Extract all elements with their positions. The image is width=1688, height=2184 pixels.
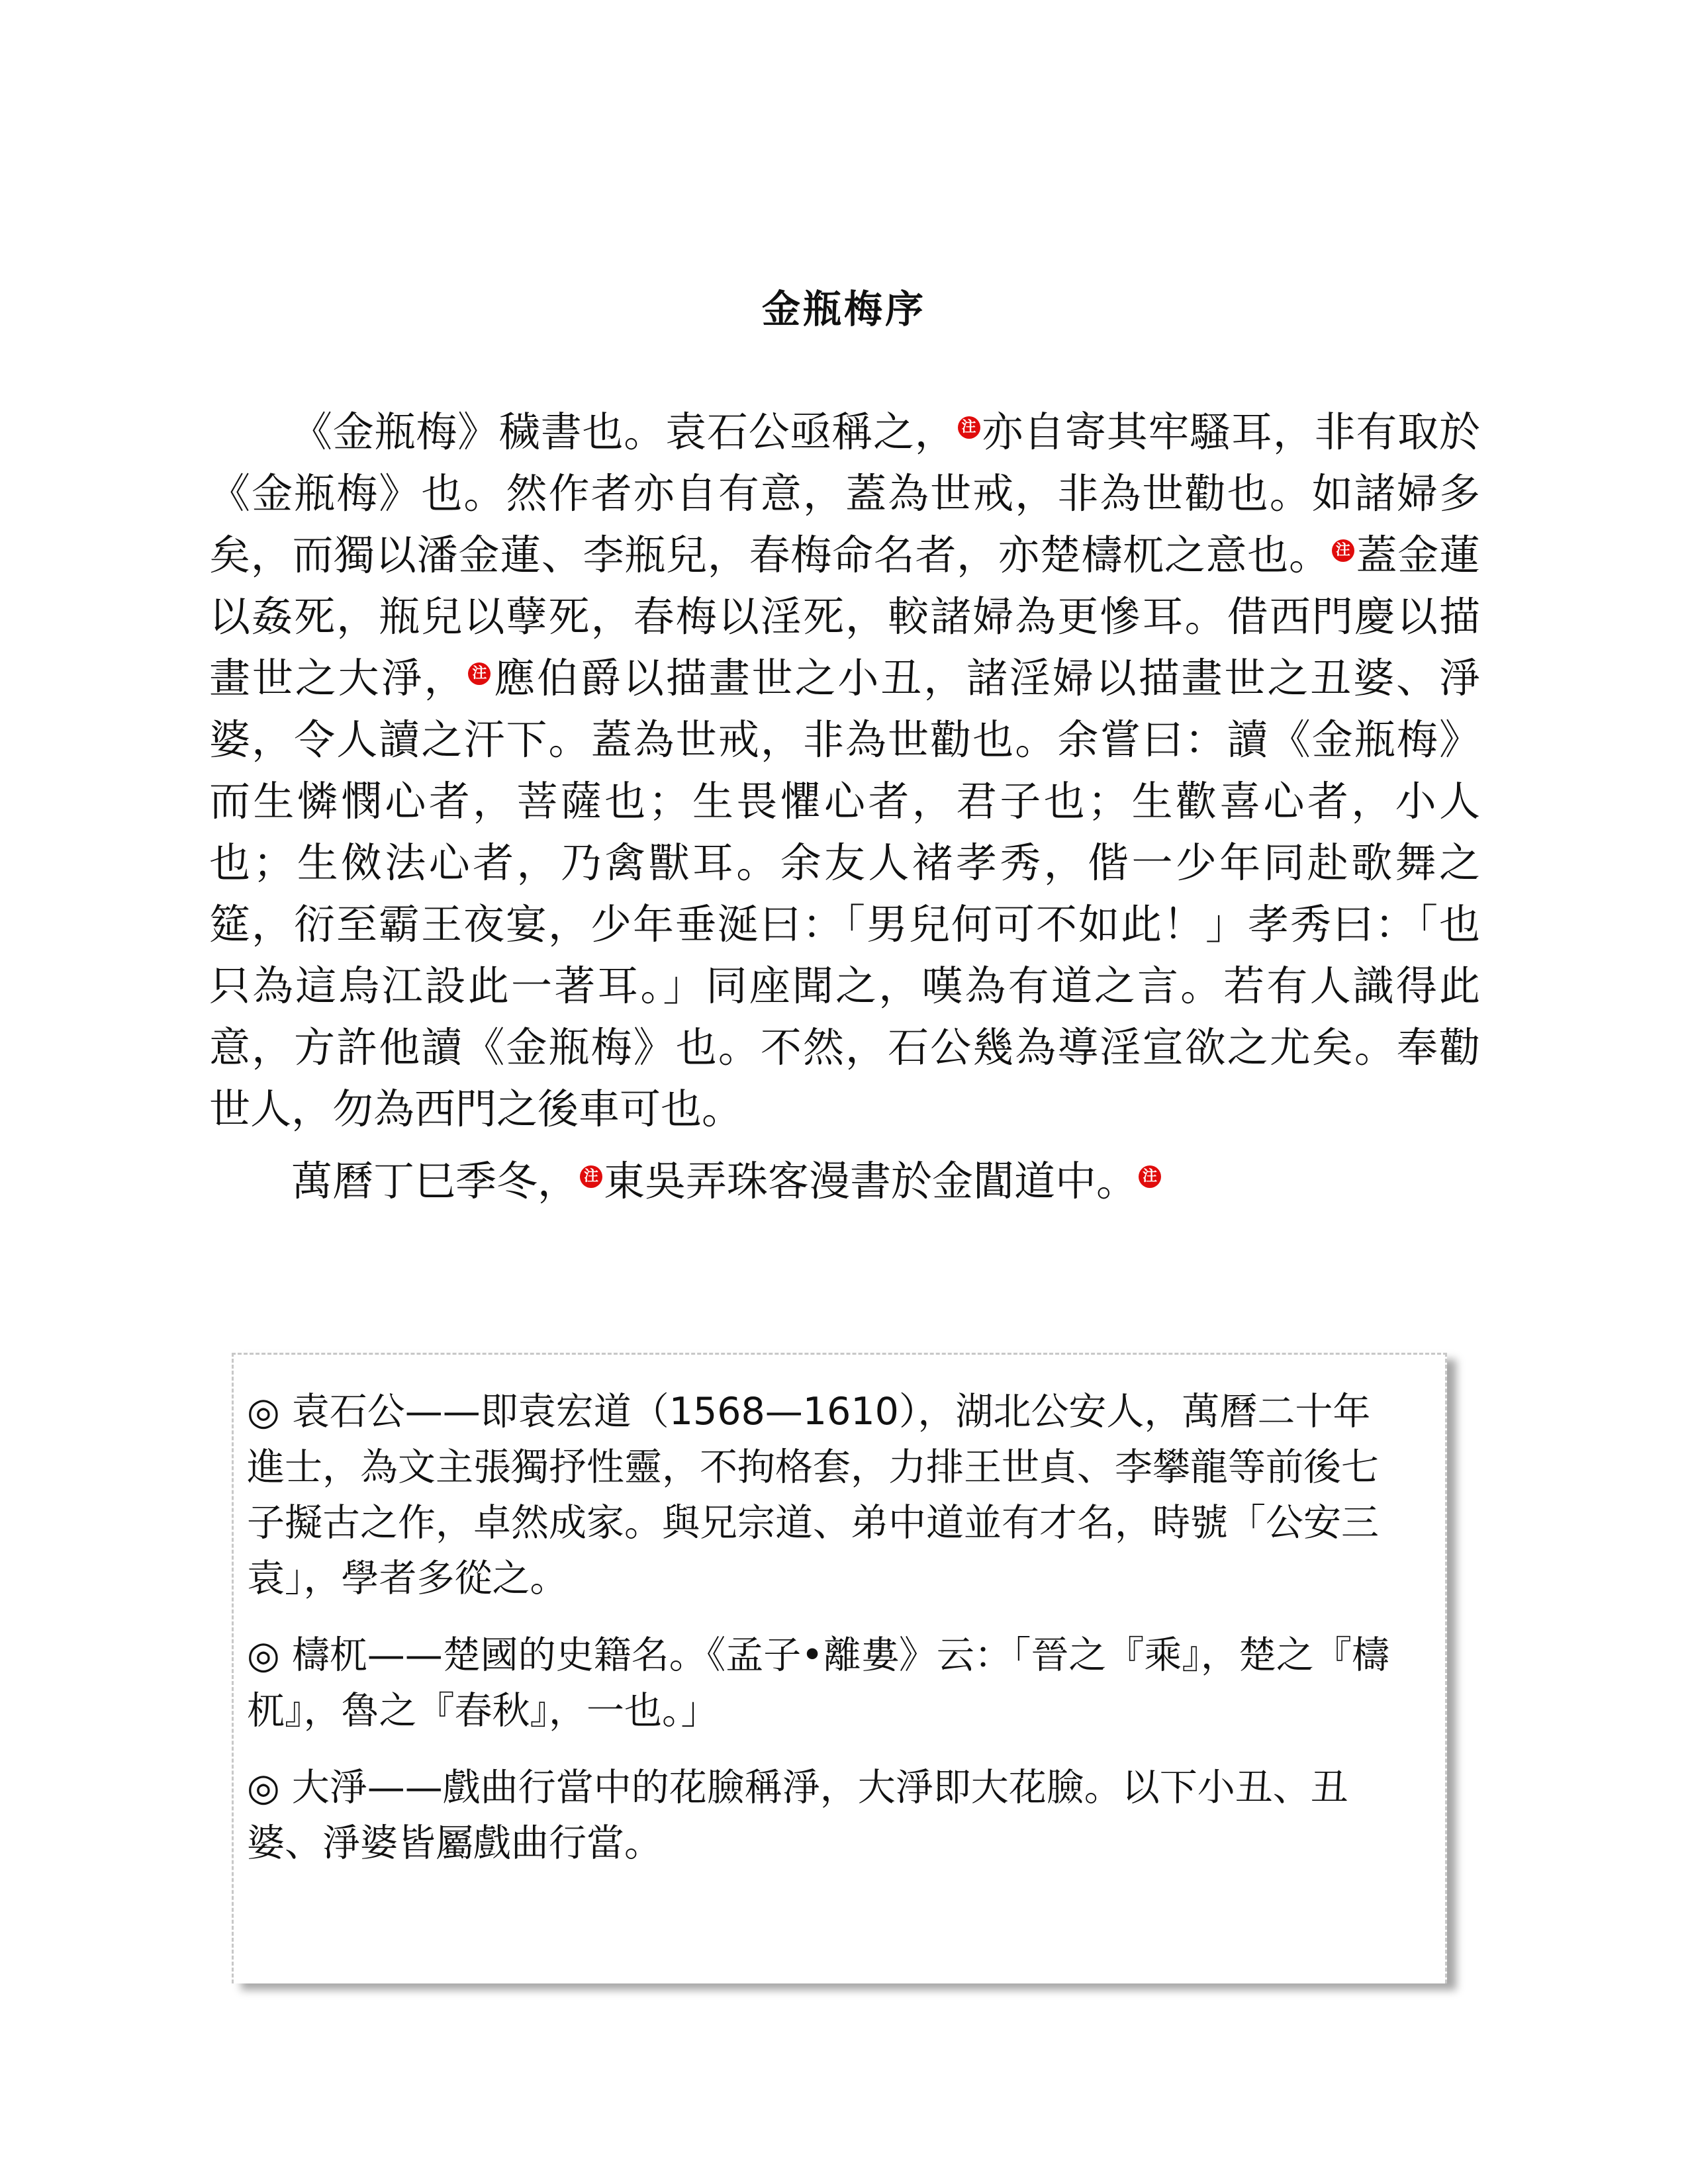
- text-segment: 亦自寄其牢騷耳，非有取於《金瓶梅》也。然作者亦自有意，蓋為世戒，非為世勸也。如諸婦多矣，而獨以潘金蓮、李瓶兒，春梅命名者，亦楚檮杌之意也。: [209, 408, 1480, 579]
- preface-body: [209, 401, 1480, 1212]
- preface-paragraph: [209, 401, 1480, 1140]
- bullet-icon: ◎: [247, 1766, 280, 1809]
- footnote-item: [234, 1627, 1445, 1739]
- text-segment: 《金瓶梅》穢書也。袁石公亟稱之，: [291, 408, 957, 456]
- footnote-text: 袁石公——即袁宏道（1568—1610），湖北公安人，萬曆二十年進士，為文主張獨抒性靈，不拘格套，力排王世貞、李攀龍等前後七子擬古之作，卓然成家。與兄宗道、弟中道並有才名，時號「公安三袁」，學者多從之。: [247, 1390, 1379, 1600]
- footnote-marker-icon[interactable]: 注: [958, 416, 980, 439]
- signoff-paragraph: [209, 1150, 1480, 1212]
- text-segment: 萬曆丁巳季冬，: [291, 1157, 579, 1205]
- page-title: 金瓶梅序: [761, 287, 926, 332]
- footnote-marker-icon[interactable]: 注: [468, 662, 491, 685]
- footnote-marker-icon[interactable]: 注: [1139, 1165, 1161, 1188]
- footnote-item: [234, 1760, 1445, 1871]
- footnote-marker-icon[interactable]: 注: [580, 1165, 602, 1188]
- bullet-icon: ◎: [247, 1633, 280, 1677]
- footnote-text: 檮杌——楚國的史籍名。《孟子•離婁》云：「晉之『乘』，楚之『檮杌』，魯之『春秋』，一也。」: [247, 1633, 1389, 1733]
- bullet-icon: ◎: [247, 1390, 280, 1433]
- text-segment: 蓋金蓮以姦死，瓶兒以孽死，春梅以淫死，較諸婦為更慘耳。借西門慶以描畫世之大淨，: [209, 531, 1480, 702]
- footnote-marker-icon[interactable]: 注: [1332, 539, 1354, 562]
- text-segment: 應伯爵以描畫世之小丑，諸淫婦以描畫世之丑婆、淨婆，令人讀之汗下。蓋為世戒，非為世勸也。余嘗曰：讀《金瓶梅》而生憐憫心者，菩薩也；生畏懼心者，君子也；生歡喜心者，小人也；生傚法心者，乃禽獸耳。余友人褚孝秀，偕一少年同赴歌舞之筵，衍至霸王夜宴，少年垂涎曰：「男兒何可不如此！」孝秀曰：「也只為這烏江設此一著耳。」同座聞之，嘆為有道之言。若有人識得此意，方許他讀《金瓶梅》也。不然，石公幾為導淫宣欲之尤矣。奉勸世人，勿為西門之後車可也。: [209, 654, 1480, 1133]
- footnote-item: [234, 1384, 1445, 1606]
- footnotes-panel: [232, 1353, 1447, 1983]
- text-segment: 東吳弄珠客漫書於金閶道中。: [604, 1157, 1138, 1205]
- footnote-text: 大淨——戲曲行當中的花臉稱淨，大淨即大花臉。以下小丑、丑婆、淨婆皆屬戲曲行當。: [247, 1766, 1348, 1865]
